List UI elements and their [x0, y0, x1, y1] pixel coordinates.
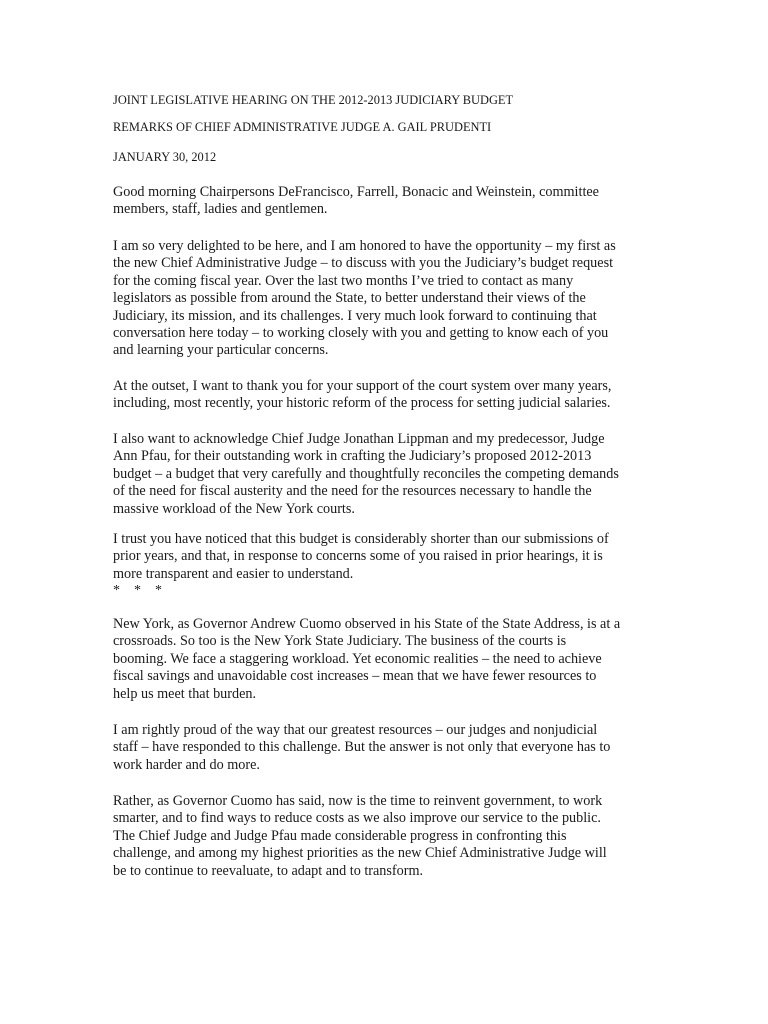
document-date: JANUARY 30, 2012: [113, 150, 217, 164]
text-line: smarter, and to find ways to reduce costs as we also improve our service to the public.: [113, 810, 601, 827]
hearing-title: JOINT LEGISLATIVE HEARING ON THE 2012-2013 JUDICIARY BUDGET: [113, 93, 514, 107]
section-separator: * * *: [113, 583, 162, 598]
text-line: I am so very delighted to be here, and I am honored to have the opportunity – my first as: [113, 238, 616, 254]
paragraph-reinvent: [113, 793, 607, 880]
text-line: members, staff, ladies and gentlemen.: [113, 201, 328, 218]
text-line: Ann Pfau, for their outstanding work in crafting the Judiciary’s proposed 2012-2013: [113, 448, 592, 465]
text-line: I am rightly proud of the way that our greatest resources – our judges and nonjudicial: [113, 722, 598, 738]
paragraph-crossroads: [113, 616, 620, 703]
text-line: staff – have responded to this challenge. But the answer is not only that everyone has to: [113, 739, 611, 756]
text-line: the new Chief Administrative Judge – to discuss with you the Judiciary’s budget request: [113, 255, 614, 272]
text-line: The Chief Judge and Judge Pfau made considerable progress in confronting this: [113, 827, 567, 844]
paragraph-introduction: [113, 238, 616, 360]
text-line: including, most recently, your historic reform of the process for setting judicial salaries.: [113, 395, 611, 412]
text-line: budget – a budget that very carefully and thoughtfully reconciles the competing demands: [113, 465, 619, 482]
text-line: prior years, and that, in response to concerns some of you raised in prior hearings, it is: [113, 548, 603, 565]
paragraph-thanks: [113, 378, 611, 413]
remarks-subtitle: REMARKS OF CHIEF ADMINISTRATIVE JUDGE A. GAIL PRUDENTI: [113, 120, 492, 134]
text-line: for the coming fiscal year. Over the last two months I’ve tried to contact as many: [113, 272, 574, 289]
text-line: of the need for fiscal austerity and the need for the resources necessary to handle the: [113, 483, 592, 500]
text-line: more transparent and easier to understand.: [113, 565, 354, 582]
text-line: help us meet that burden.: [113, 685, 257, 702]
text-line: I also want to acknowledge Chief Judge Jonathan Lippman and my predecessor, Judge: [113, 431, 605, 447]
text-line: and learning your particular concerns.: [113, 342, 329, 359]
text-line: booming. We face a staggering workload. Yet economic realities – the need to achieve: [113, 650, 602, 667]
text-line: New York, as Governor Andrew Cuomo observed in his State of the State Address, is at a: [113, 616, 621, 632]
text-line: work harder and do more.: [113, 756, 260, 773]
paragraph-resources: [113, 722, 610, 774]
text-line: legislators as possible from around the State, to better understand their views of the: [113, 290, 586, 307]
text-line: conversation here today – to working closely with you and getting to know each of you: [113, 325, 609, 342]
text-line: massive workload of the New York courts.: [113, 500, 355, 517]
text-line: Rather, as Governor Cuomo has said, now is the time to reinvent government, to work: [113, 793, 603, 809]
text-line: be to continue to reevaluate, to adapt and to transform.: [113, 862, 424, 879]
text-line: I trust you have noticed that this budget is considerably shorter than our submissions of: [113, 531, 609, 547]
text-line: Good morning Chairpersons DeFrancisco, Farrell, Bonacic and Weinstein, committee: [113, 184, 599, 200]
paragraph-budget-transparency: [113, 531, 609, 583]
text-line: crossroads. So too is the New York State Judiciary. The business of the courts is: [113, 633, 567, 650]
text-line: Judiciary, its mission, and its challenges. I very much look forward to continuing that: [113, 307, 597, 324]
text-line: fiscal savings and unavoidable cost increases – mean that we have fewer resources to: [113, 668, 597, 685]
text-line: At the outset, I want to thank you for your support of the court system over many years,: [113, 378, 612, 394]
text-line: challenge, and among my highest priorities as the new Chief Administrative Judge will: [113, 845, 607, 862]
paragraph-acknowledgement: [113, 431, 619, 518]
paragraph-greeting: [113, 184, 599, 219]
